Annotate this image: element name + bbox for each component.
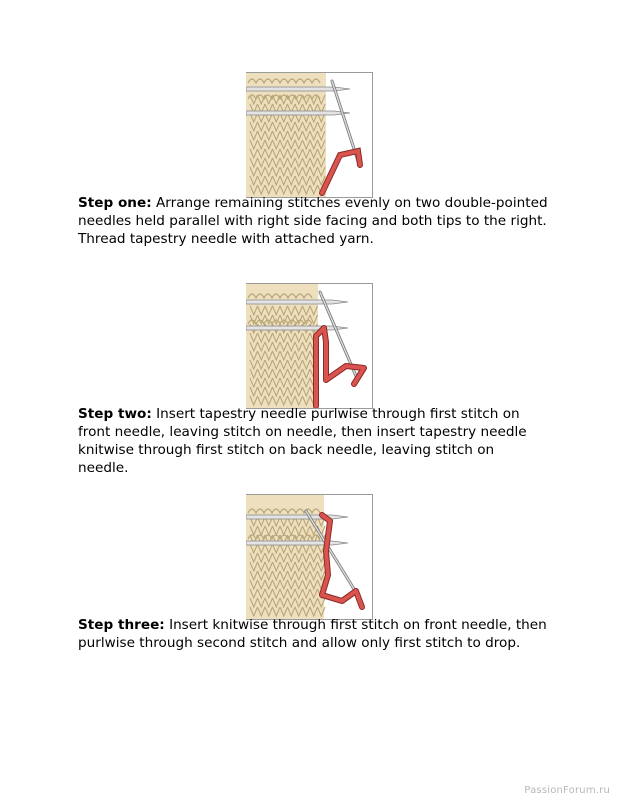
- knitting-needle-front: [246, 541, 348, 545]
- step-label: Step one:: [78, 195, 152, 211]
- knitting-needle-back: [246, 515, 348, 519]
- step-one-text: [78, 194, 548, 248]
- knitting-needle-front: [246, 326, 348, 330]
- step-description: Insert knitwise through first stitch on front needle, then purlwise through second stitch and allow only first stitch to drop.: [78, 617, 547, 651]
- yarn: [322, 151, 360, 193]
- watermark: PassionForum.ru: [524, 785, 610, 796]
- step-three-text: [78, 616, 548, 652]
- step-label: Step three:: [78, 617, 165, 633]
- step-two-illustration: [246, 283, 373, 409]
- step-description: Insert tapestry needle purlwise through first stitch on front needle, leaving stitch on needle, then insert tapestry needle knitwise through first stitch on back needle, leaving stitch on needle.: [78, 406, 527, 476]
- step-two-text: [78, 405, 548, 477]
- step-description: Arrange remaining stitches evenly on two double-pointed needles held parallel with right side facing and both tips to the right. Thread tapestry needle with attached yarn.: [78, 195, 548, 247]
- yarn: [322, 515, 362, 607]
- knitting-needle-back: [246, 300, 348, 304]
- step-three-illustration: [246, 494, 373, 620]
- step-label: Step two:: [78, 406, 152, 422]
- knitting-needle-front: [246, 111, 350, 115]
- step-one-illustration: [246, 72, 373, 198]
